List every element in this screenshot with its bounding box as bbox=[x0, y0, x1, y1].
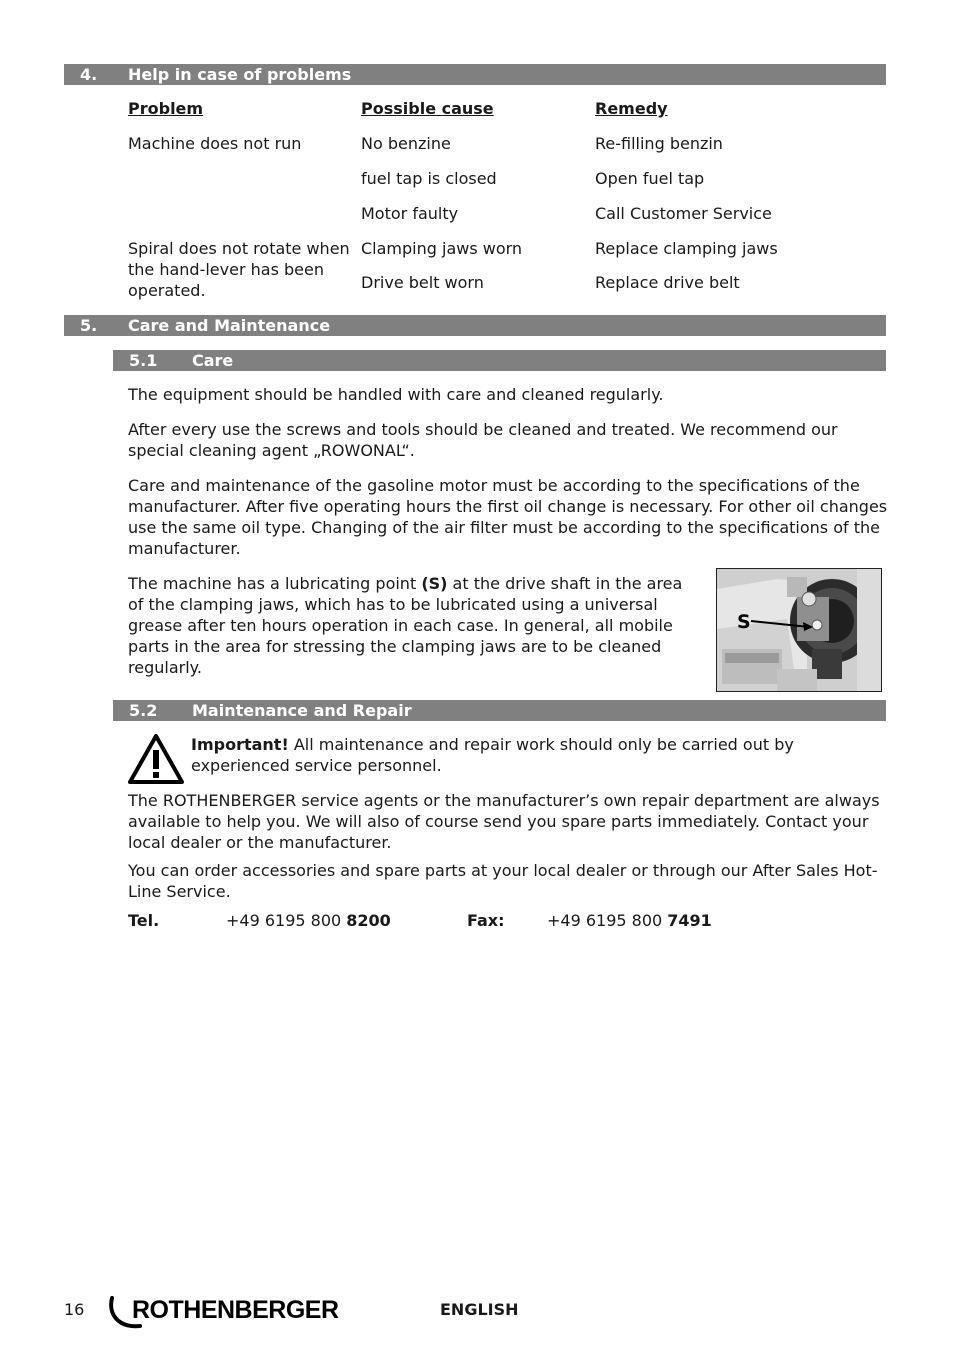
table-cell-remedy: Replace drive belt bbox=[595, 273, 740, 292]
care-paragraph-3: Care and maintenance of the gasoline motor must be according to the specifications of the manufacturer. After five operating hours the first oil change is necessary. For other oil changes use the same oil type. Changing of the air filter must be according to the specifications of the manufacturer. bbox=[128, 476, 888, 558]
subsection-title: Care bbox=[192, 351, 234, 370]
language-label: ENGLISH bbox=[440, 1300, 519, 1319]
table-cell-cause: No benzine bbox=[361, 134, 451, 153]
section-title: Care and Maintenance bbox=[128, 316, 331, 335]
table-cell-remedy: Call Customer Service bbox=[595, 204, 772, 223]
care-paragraph-1: The equipment should be handled with care and cleaned regularly. bbox=[128, 385, 664, 404]
section-title: Help in case of problems bbox=[128, 65, 352, 84]
fax-prefix: +49 6195 800 bbox=[547, 911, 668, 930]
fax-label: Fax: bbox=[467, 911, 505, 930]
lubrication-point-photo bbox=[716, 568, 882, 692]
warning-triangle-icon bbox=[127, 733, 185, 785]
subsection-5-1-header bbox=[113, 350, 886, 371]
important-notice bbox=[191, 734, 881, 776]
table-cell-problem: Machine does not run bbox=[128, 134, 302, 153]
care-paragraph-2: After every use the screws and tools should be cleaned and treated. We recommend our special cleaning agent „ROWONAL“. bbox=[128, 420, 838, 460]
section-number: 4. bbox=[80, 65, 98, 84]
section-4-header bbox=[64, 64, 886, 85]
rothenberger-logo bbox=[106, 1292, 356, 1332]
maintenance-paragraph-2: You can order accessories and spare parts at your local dealer or through our After Sales Hot-Line Service. bbox=[128, 861, 878, 901]
subsection-title: Maintenance and Repair bbox=[192, 701, 412, 720]
column-header-problem: Problem bbox=[128, 99, 204, 118]
table-cell-cause: Drive belt worn bbox=[361, 273, 484, 292]
table-cell-remedy: Open fuel tap bbox=[595, 169, 705, 188]
section-number: 5. bbox=[80, 316, 98, 335]
paragraph-text: The machine has a lubricating point bbox=[128, 574, 422, 593]
tel-label: Tel. bbox=[128, 911, 160, 930]
column-header-cause: Possible cause bbox=[361, 99, 494, 118]
table-cell-remedy: Replace clamping jaws bbox=[595, 239, 778, 258]
maintenance-paragraph-1: The ROTHENBERGER service agents or the manufacturer’s own repair department are always available to help you. We will also of course send you spare parts immediately. Contact your local dealer or the manufacturer. bbox=[128, 791, 880, 852]
section-5-header bbox=[64, 315, 886, 336]
tel-suffix: 8200 bbox=[346, 911, 391, 930]
table-cell-problem: Spiral does not rotate when the hand-lever has been operated. bbox=[128, 239, 350, 300]
table-cell-cause: fuel tap is closed bbox=[361, 169, 497, 188]
fax-number bbox=[547, 910, 712, 931]
important-label: Important! bbox=[191, 735, 289, 754]
table-cell-remedy: Re-filling benzin bbox=[595, 134, 723, 153]
subsection-number: 5.1 bbox=[129, 351, 158, 370]
subsection-number: 5.2 bbox=[129, 701, 158, 720]
care-paragraph-4 bbox=[128, 573, 693, 678]
tel-number bbox=[226, 910, 391, 931]
important-text: All maintenance and repair work should only be carried out by experienced service personnel. bbox=[191, 735, 794, 775]
photo-label-s: S bbox=[737, 611, 751, 633]
table-cell-cause: Motor faulty bbox=[361, 204, 459, 223]
tel-prefix: +49 6195 800 bbox=[226, 911, 347, 930]
paragraph-text: at the drive shaft in the area of the clamping jaws, which has to be lubricated using a universal grease after ten hours operation in each case. In general, all mobile parts in the area for stressing the clamping jaws are to be cleaned regularly. bbox=[128, 574, 683, 677]
table-cell-cause: Clamping jaws worn bbox=[361, 239, 523, 258]
column-header-remedy: Remedy bbox=[595, 99, 668, 118]
page-number: 16 bbox=[64, 1300, 85, 1319]
subsection-5-2-header bbox=[113, 700, 886, 721]
fax-suffix: 7491 bbox=[667, 911, 712, 930]
lubrication-point-label: (S) bbox=[421, 574, 448, 593]
brand-name: ROTHENBERGER bbox=[132, 1296, 339, 1324]
